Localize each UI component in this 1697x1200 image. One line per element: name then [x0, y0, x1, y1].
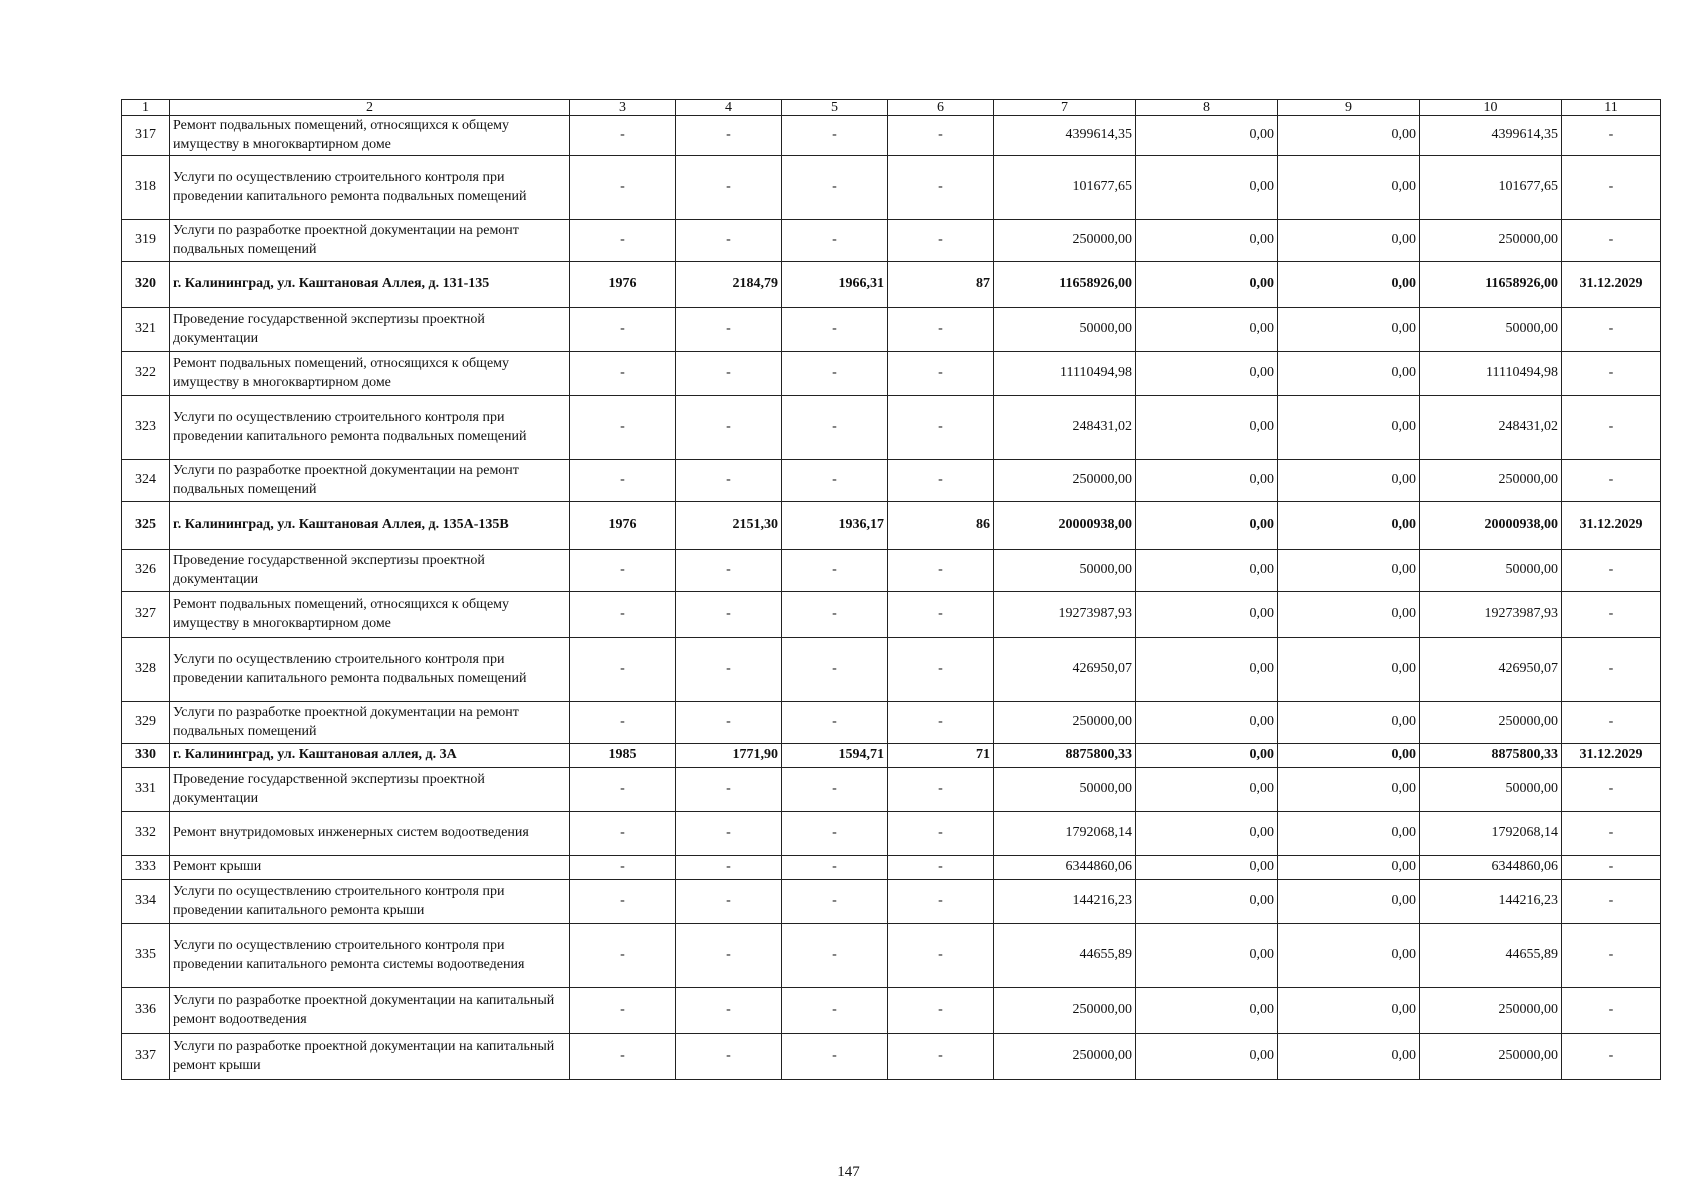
table-body — [122, 100, 1661, 1080]
col7-cell: 20000938,00 — [994, 502, 1136, 550]
table-row — [122, 396, 1661, 460]
col9-cell: 0,00 — [1278, 702, 1420, 744]
col4-cell: - — [676, 638, 782, 702]
col3-cell: - — [570, 308, 676, 352]
work-name: Услуги по разработке проектной документации на ремонт подвальных помещений — [170, 702, 570, 744]
col8-cell: 0,00 — [1136, 638, 1278, 702]
column-number-row — [122, 100, 1661, 116]
col10-cell: 6344860,06 — [1420, 856, 1562, 880]
col9-cell: 0,00 — [1278, 116, 1420, 156]
col11-cell: 31.12.2029 — [1562, 502, 1661, 550]
col4-cell: 2184,79 — [676, 262, 782, 308]
work-name: г. Калининград, ул. Каштановая Аллея, д. 135А-135В — [170, 502, 570, 550]
work-name: Услуги по разработке проектной документации на капитальный ремонт водоотведения — [170, 988, 570, 1034]
col7-cell: 250000,00 — [994, 1034, 1136, 1080]
col5-cell: - — [782, 924, 888, 988]
row-number: 336 — [122, 988, 170, 1034]
col4-cell: - — [676, 1034, 782, 1080]
col7-cell: 19273987,93 — [994, 592, 1136, 638]
col5-cell: - — [782, 880, 888, 924]
col4-cell: - — [676, 702, 782, 744]
row-number: 331 — [122, 768, 170, 812]
col7-cell: 250000,00 — [994, 988, 1136, 1034]
col10-cell: 11110494,98 — [1420, 352, 1562, 396]
col4-cell: 1771,90 — [676, 744, 782, 768]
col3-cell: - — [570, 880, 676, 924]
page-number: 147 — [837, 1164, 860, 1180]
col11-cell: - — [1562, 308, 1661, 352]
col6-cell: - — [888, 924, 994, 988]
table-row — [122, 116, 1661, 156]
work-name: Услуги по осуществлению строительного контроля при проведении капитального ремонта подвальных помещений — [170, 396, 570, 460]
column-header: 3 — [570, 100, 676, 116]
col4-cell: - — [676, 156, 782, 220]
col8-cell: 0,00 — [1136, 116, 1278, 156]
col5-cell: - — [782, 308, 888, 352]
work-name: Проведение государственной экспертизы проектной документации — [170, 550, 570, 592]
col7-cell: 8875800,33 — [994, 744, 1136, 768]
col5-cell: - — [782, 1034, 888, 1080]
col5-cell: - — [782, 856, 888, 880]
col6-cell: - — [888, 702, 994, 744]
col10-cell: 426950,07 — [1420, 638, 1562, 702]
row-number: 320 — [122, 262, 170, 308]
col11-cell: - — [1562, 116, 1661, 156]
col8-cell: 0,00 — [1136, 220, 1278, 262]
col7-cell: 1792068,14 — [994, 812, 1136, 856]
col8-cell: 0,00 — [1136, 308, 1278, 352]
col6-cell: - — [888, 988, 994, 1034]
col3-cell: - — [570, 156, 676, 220]
col7-cell: 4399614,35 — [994, 116, 1136, 156]
row-number: 318 — [122, 156, 170, 220]
col8-cell: 0,00 — [1136, 592, 1278, 638]
col7-cell: 144216,23 — [994, 880, 1136, 924]
col11-cell: - — [1562, 156, 1661, 220]
table-row — [122, 220, 1661, 262]
col7-cell: 250000,00 — [994, 220, 1136, 262]
col6-cell: - — [888, 396, 994, 460]
col9-cell: 0,00 — [1278, 308, 1420, 352]
col8-cell: 0,00 — [1136, 880, 1278, 924]
work-name: Услуги по осуществлению строительного контроля при проведении капитального ремонта подвальных помещений — [170, 638, 570, 702]
col11-cell: 31.12.2029 — [1562, 744, 1661, 768]
col3-cell: - — [570, 638, 676, 702]
col3-cell: 1976 — [570, 262, 676, 308]
row-number: 329 — [122, 702, 170, 744]
column-header: 7 — [994, 100, 1136, 116]
column-header: 9 — [1278, 100, 1420, 116]
col6-cell: 86 — [888, 502, 994, 550]
col11-cell: - — [1562, 856, 1661, 880]
col10-cell: 248431,02 — [1420, 396, 1562, 460]
col4-cell: - — [676, 812, 782, 856]
col9-cell: 0,00 — [1278, 812, 1420, 856]
col5-cell: - — [782, 988, 888, 1034]
col7-cell: 11110494,98 — [994, 352, 1136, 396]
col7-cell: 248431,02 — [994, 396, 1136, 460]
col5-cell: - — [782, 592, 888, 638]
col9-cell: 0,00 — [1278, 156, 1420, 220]
column-header: 2 — [170, 100, 570, 116]
col11-cell: - — [1562, 812, 1661, 856]
col9-cell: 0,00 — [1278, 924, 1420, 988]
col7-cell: 50000,00 — [994, 768, 1136, 812]
table-row — [122, 460, 1661, 502]
col6-cell: - — [888, 592, 994, 638]
col7-cell: 426950,07 — [994, 638, 1136, 702]
work-name: Ремонт крыши — [170, 856, 570, 880]
col4-cell: - — [676, 352, 782, 396]
col4-cell: 2151,30 — [676, 502, 782, 550]
column-header: 6 — [888, 100, 994, 116]
table-row — [122, 638, 1661, 702]
work-name: Услуги по разработке проектной документации на капитальный ремонт крыши — [170, 1034, 570, 1080]
table-row — [122, 880, 1661, 924]
col10-cell: 1792068,14 — [1420, 812, 1562, 856]
col7-cell: 101677,65 — [994, 156, 1136, 220]
col6-cell: - — [888, 768, 994, 812]
col7-cell: 6344860,06 — [994, 856, 1136, 880]
col8-cell: 0,00 — [1136, 744, 1278, 768]
row-number: 334 — [122, 880, 170, 924]
row-number: 326 — [122, 550, 170, 592]
col8-cell: 0,00 — [1136, 702, 1278, 744]
col5-cell: 1936,17 — [782, 502, 888, 550]
col9-cell: 0,00 — [1278, 744, 1420, 768]
col3-cell: - — [570, 924, 676, 988]
col10-cell: 250000,00 — [1420, 460, 1562, 502]
table-row — [122, 308, 1661, 352]
col10-cell: 250000,00 — [1420, 988, 1562, 1034]
col4-cell: - — [676, 592, 782, 638]
col3-cell: - — [570, 592, 676, 638]
table-row — [122, 744, 1661, 768]
col8-cell: 0,00 — [1136, 856, 1278, 880]
col3-cell: 1976 — [570, 502, 676, 550]
col5-cell: - — [782, 220, 888, 262]
column-header: 5 — [782, 100, 888, 116]
work-name: Проведение государственной экспертизы проектной документации — [170, 308, 570, 352]
work-name: Ремонт подвальных помещений, относящихся к общему имуществу в многоквартирном доме — [170, 592, 570, 638]
row-number: 325 — [122, 502, 170, 550]
col6-cell: - — [888, 460, 994, 502]
row-number: 337 — [122, 1034, 170, 1080]
col9-cell: 0,00 — [1278, 220, 1420, 262]
repair-program-table — [121, 99, 1661, 1080]
col7-cell: 50000,00 — [994, 308, 1136, 352]
col10-cell: 11658926,00 — [1420, 262, 1562, 308]
col5-cell: - — [782, 812, 888, 856]
col11-cell: - — [1562, 988, 1661, 1034]
col11-cell: - — [1562, 396, 1661, 460]
column-header: 10 — [1420, 100, 1562, 116]
work-name: Услуги по осуществлению строительного контроля при проведении капитального ремонта крыши — [170, 880, 570, 924]
col3-cell: 1985 — [570, 744, 676, 768]
col6-cell: - — [888, 156, 994, 220]
column-header: 4 — [676, 100, 782, 116]
col10-cell: 20000938,00 — [1420, 502, 1562, 550]
col8-cell: 0,00 — [1136, 924, 1278, 988]
col10-cell: 50000,00 — [1420, 308, 1562, 352]
col7-cell: 250000,00 — [994, 460, 1136, 502]
col9-cell: 0,00 — [1278, 460, 1420, 502]
column-header: 11 — [1562, 100, 1661, 116]
col10-cell: 50000,00 — [1420, 768, 1562, 812]
work-name: Проведение государственной экспертизы проектной документации — [170, 768, 570, 812]
row-number: 317 — [122, 116, 170, 156]
col4-cell: - — [676, 308, 782, 352]
col4-cell: - — [676, 856, 782, 880]
row-number: 323 — [122, 396, 170, 460]
table-row — [122, 262, 1661, 308]
col3-cell: - — [570, 460, 676, 502]
col5-cell: - — [782, 396, 888, 460]
col8-cell: 0,00 — [1136, 396, 1278, 460]
col11-cell: - — [1562, 702, 1661, 744]
table-row — [122, 768, 1661, 812]
table-row — [122, 856, 1661, 880]
col9-cell: 0,00 — [1278, 988, 1420, 1034]
col9-cell: 0,00 — [1278, 856, 1420, 880]
col10-cell: 8875800,33 — [1420, 744, 1562, 768]
col8-cell: 0,00 — [1136, 352, 1278, 396]
table-row — [122, 352, 1661, 396]
work-name: г. Калининград, ул. Каштановая Аллея, д. 131-135 — [170, 262, 570, 308]
col11-cell: - — [1562, 352, 1661, 396]
column-header: 1 — [122, 100, 170, 116]
row-number: 333 — [122, 856, 170, 880]
col4-cell: - — [676, 768, 782, 812]
col4-cell: - — [676, 988, 782, 1034]
col9-cell: 0,00 — [1278, 1034, 1420, 1080]
row-number: 328 — [122, 638, 170, 702]
col10-cell: 144216,23 — [1420, 880, 1562, 924]
col10-cell: 50000,00 — [1420, 550, 1562, 592]
col9-cell: 0,00 — [1278, 880, 1420, 924]
col4-cell: - — [676, 116, 782, 156]
col4-cell: - — [676, 924, 782, 988]
col11-cell: 31.12.2029 — [1562, 262, 1661, 308]
col7-cell: 11658926,00 — [994, 262, 1136, 308]
col6-cell: 71 — [888, 744, 994, 768]
row-number: 330 — [122, 744, 170, 768]
col3-cell: - — [570, 116, 676, 156]
col6-cell: - — [888, 812, 994, 856]
col7-cell: 44655,89 — [994, 924, 1136, 988]
col8-cell: 0,00 — [1136, 156, 1278, 220]
col3-cell: - — [570, 1034, 676, 1080]
col3-cell: - — [570, 768, 676, 812]
col8-cell: 0,00 — [1136, 262, 1278, 308]
col11-cell: - — [1562, 220, 1661, 262]
col10-cell: 101677,65 — [1420, 156, 1562, 220]
col9-cell: 0,00 — [1278, 550, 1420, 592]
col8-cell: 0,00 — [1136, 812, 1278, 856]
col9-cell: 0,00 — [1278, 396, 1420, 460]
col3-cell: - — [570, 702, 676, 744]
col11-cell: - — [1562, 638, 1661, 702]
col6-cell: - — [888, 308, 994, 352]
row-number: 332 — [122, 812, 170, 856]
work-name: Ремонт внутридомовых инженерных систем водоотведения — [170, 812, 570, 856]
table-row — [122, 924, 1661, 988]
col3-cell: - — [570, 352, 676, 396]
col8-cell: 0,00 — [1136, 502, 1278, 550]
col3-cell: - — [570, 396, 676, 460]
col6-cell: - — [888, 352, 994, 396]
col10-cell: 250000,00 — [1420, 220, 1562, 262]
work-name: г. Калининград, ул. Каштановая аллея, д. 3А — [170, 744, 570, 768]
col8-cell: 0,00 — [1136, 768, 1278, 812]
col11-cell: - — [1562, 768, 1661, 812]
col3-cell: - — [570, 550, 676, 592]
col11-cell: - — [1562, 592, 1661, 638]
col10-cell: 250000,00 — [1420, 1034, 1562, 1080]
col9-cell: 0,00 — [1278, 592, 1420, 638]
col4-cell: - — [676, 460, 782, 502]
col5-cell: - — [782, 702, 888, 744]
col5-cell: - — [782, 460, 888, 502]
work-name: Услуги по осуществлению строительного контроля при проведении капитального ремонта системы водоотведения — [170, 924, 570, 988]
col11-cell: - — [1562, 550, 1661, 592]
table-row — [122, 988, 1661, 1034]
col8-cell: 0,00 — [1136, 988, 1278, 1034]
col6-cell: - — [888, 220, 994, 262]
col9-cell: 0,00 — [1278, 768, 1420, 812]
col6-cell: 87 — [888, 262, 994, 308]
col5-cell: - — [782, 116, 888, 156]
table-row — [122, 156, 1661, 220]
col11-cell: - — [1562, 460, 1661, 502]
column-header: 8 — [1136, 100, 1278, 116]
work-name: Ремонт подвальных помещений, относящихся к общему имуществу в многоквартирном доме — [170, 116, 570, 156]
col8-cell: 0,00 — [1136, 550, 1278, 592]
table-row — [122, 702, 1661, 744]
col6-cell: - — [888, 638, 994, 702]
col9-cell: 0,00 — [1278, 352, 1420, 396]
col6-cell: - — [888, 856, 994, 880]
work-name: Ремонт подвальных помещений, относящихся к общему имуществу в многоквартирном доме — [170, 352, 570, 396]
col10-cell: 19273987,93 — [1420, 592, 1562, 638]
col5-cell: - — [782, 638, 888, 702]
row-number: 335 — [122, 924, 170, 988]
col9-cell: 0,00 — [1278, 502, 1420, 550]
col3-cell: - — [570, 220, 676, 262]
col3-cell: - — [570, 988, 676, 1034]
col9-cell: 0,00 — [1278, 262, 1420, 308]
col5-cell: - — [782, 156, 888, 220]
row-number: 324 — [122, 460, 170, 502]
row-number: 321 — [122, 308, 170, 352]
col10-cell: 250000,00 — [1420, 702, 1562, 744]
col5-cell: - — [782, 352, 888, 396]
col7-cell: 250000,00 — [994, 702, 1136, 744]
col6-cell: - — [888, 880, 994, 924]
col4-cell: - — [676, 880, 782, 924]
col3-cell: - — [570, 856, 676, 880]
table-row — [122, 1034, 1661, 1080]
col4-cell: - — [676, 220, 782, 262]
row-number: 319 — [122, 220, 170, 262]
col5-cell: 1594,71 — [782, 744, 888, 768]
table-row — [122, 550, 1661, 592]
col6-cell: - — [888, 1034, 994, 1080]
col10-cell: 44655,89 — [1420, 924, 1562, 988]
table-row — [122, 812, 1661, 856]
col4-cell: - — [676, 550, 782, 592]
col11-cell: - — [1562, 924, 1661, 988]
col6-cell: - — [888, 116, 994, 156]
col11-cell: - — [1562, 1034, 1661, 1080]
col5-cell: - — [782, 550, 888, 592]
col10-cell: 4399614,35 — [1420, 116, 1562, 156]
work-name: Услуги по разработке проектной документации на ремонт подвальных помещений — [170, 220, 570, 262]
row-number: 327 — [122, 592, 170, 638]
col5-cell: - — [782, 768, 888, 812]
work-name: Услуги по разработке проектной документации на ремонт подвальных помещений — [170, 460, 570, 502]
col9-cell: 0,00 — [1278, 638, 1420, 702]
table-row — [122, 502, 1661, 550]
col6-cell: - — [888, 550, 994, 592]
work-name: Услуги по осуществлению строительного контроля при проведении капитального ремонта подвальных помещений — [170, 156, 570, 220]
col4-cell: - — [676, 396, 782, 460]
col3-cell: - — [570, 812, 676, 856]
col5-cell: 1966,31 — [782, 262, 888, 308]
col11-cell: - — [1562, 880, 1661, 924]
col8-cell: 0,00 — [1136, 460, 1278, 502]
col7-cell: 50000,00 — [994, 550, 1136, 592]
col8-cell: 0,00 — [1136, 1034, 1278, 1080]
row-number: 322 — [122, 352, 170, 396]
table-row — [122, 592, 1661, 638]
